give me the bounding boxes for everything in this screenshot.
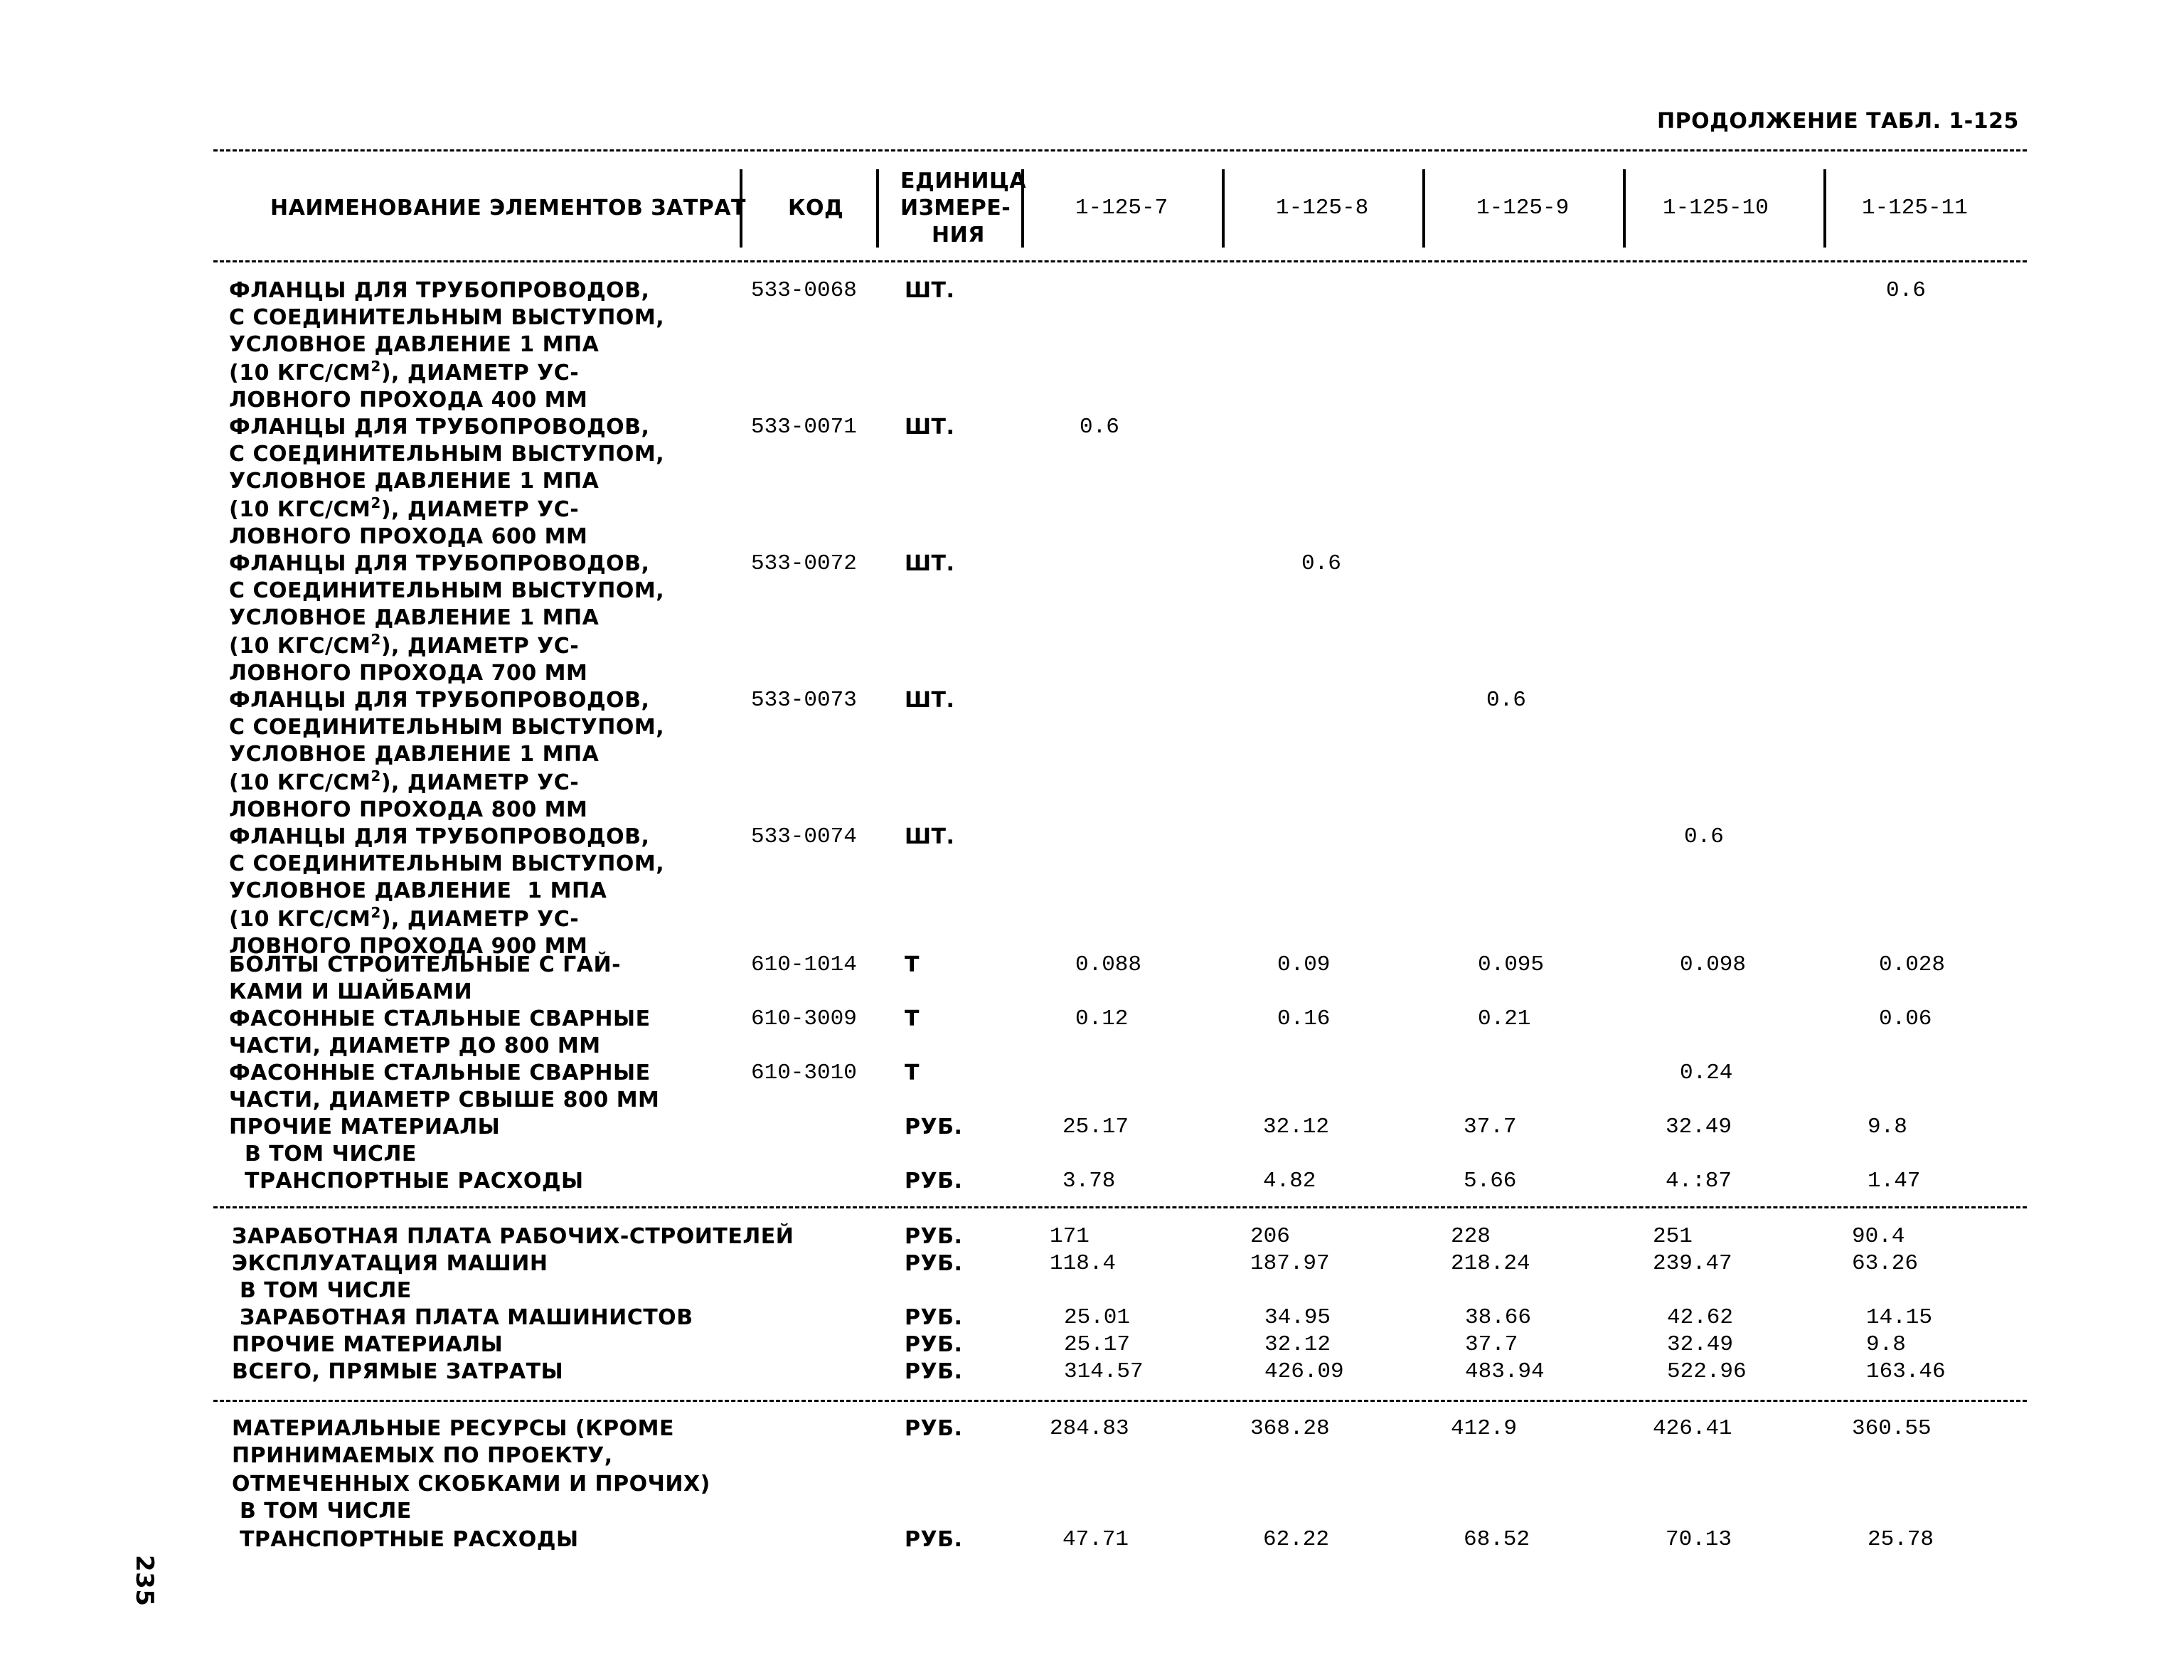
header-top-rule [213, 149, 2027, 151]
item-value: 0.6 [1486, 688, 1526, 713]
other-materials-label: ПРОЧИЕ МАТЕРИАЛЫ [229, 1115, 501, 1139]
materials-line1: МАТЕРИАЛЬНЫЕ РЕСУРСЫ (КРОМЕ [232, 1416, 674, 1441]
header-bottom-rule [213, 260, 2027, 262]
materials-value: 412.9 [1451, 1416, 1518, 1441]
item-value: 0.088 [1075, 952, 1142, 977]
materials-line4: В ТОМ ЧИСЛЕ [232, 1499, 412, 1524]
header-code: КОД [788, 196, 844, 220]
other-materials-value: 32.49 [1666, 1115, 1732, 1139]
item-value: 0.6 [1301, 551, 1341, 576]
materials-value: 360.55 [1852, 1416, 1932, 1441]
item-code: 533-0073 [751, 688, 857, 713]
other-materials-unit: РУБ. [905, 1115, 963, 1139]
header-separator [1623, 169, 1626, 248]
item-line-part: ), ДИАМЕТР УС- [380, 361, 580, 386]
summary-label: ЗАРАБОТНАЯ ПЛАТА МАШИНИСТОВ [232, 1305, 693, 1330]
summary-value: 90.4 [1852, 1224, 1905, 1249]
summary-value: 314.57 [1064, 1359, 1144, 1384]
superscript: 2 [371, 631, 381, 648]
materials-line3: ОТМЕЧЕННЫХ СКОБКАМИ И ПРОЧИХ) [232, 1472, 710, 1496]
summary-unit: РУБ. [905, 1224, 963, 1249]
item-line: УСЛОВНОЕ ДАВЛЕНИЕ 1 МПА [229, 469, 600, 494]
materials-transport-value: 25.78 [1868, 1527, 1934, 1552]
item-line [229, 496, 579, 523]
header-col-1: 1-125-7 [1075, 196, 1168, 220]
other-materials-value: 9.8 [1868, 1115, 1907, 1139]
item-line: УСЛОВНОЕ ДАВЛЕНИЕ 1 МПА [229, 605, 600, 630]
superscript: 2 [371, 904, 381, 921]
item-code: 533-0074 [751, 824, 857, 849]
item-line: ФЛАНЦЫ ДЛЯ ТРУБОПРОВОДОВ, [229, 688, 650, 713]
item-line-part: ), ДИАМЕТР УС- [380, 907, 580, 932]
materials-value: 368.28 [1250, 1416, 1330, 1441]
materials-value: 284.83 [1050, 1416, 1129, 1441]
item-value: 0.09 [1277, 952, 1331, 977]
item-unit: ШТ. [905, 278, 955, 303]
section-rule [213, 1400, 2027, 1402]
item-line: ФАСОННЫЕ СТАЛЬНЫЕ СВАРНЫЕ [229, 1006, 651, 1031]
other-materials-value: 37.7 [1464, 1115, 1517, 1139]
materials-transport-unit: РУБ. [905, 1527, 963, 1552]
item-line: С СОЕДИНИТЕЛЬНЫМ ВЫСТУПОМ, [229, 578, 665, 603]
item-line-part: (10 КГС/СМ [229, 361, 371, 386]
summary-label: ЗАРАБОТНАЯ ПЛАТА РАБОЧИХ-СТРОИТЕЛЕЙ [232, 1224, 794, 1249]
item-code: 533-0071 [751, 415, 857, 440]
page-number: 235 [130, 1555, 159, 1607]
item-unit: ШТ. [905, 688, 955, 713]
item-value: 0.06 [1879, 1006, 1932, 1031]
header-col-2: 1-125-8 [1276, 196, 1369, 220]
item-line: ФЛАНЦЫ ДЛЯ ТРУБОПРОВОДОВ, [229, 551, 650, 576]
item-line: С СОЕДИНИТЕЛЬНЫМ ВЫСТУПОМ, [229, 305, 665, 330]
item-line: ФЛАНЦЫ ДЛЯ ТРУБОПРОВОДОВ, [229, 824, 650, 849]
item-value: 0.028 [1879, 952, 1946, 977]
header-col-5: 1-125-11 [1862, 196, 1968, 220]
item-line: УСЛОВНОЕ ДАВЛЕНИЕ 1 МПА [229, 332, 600, 357]
item-unit: Т [905, 1006, 920, 1031]
summary-label: ВСЕГО, ПРЯМЫЕ ЗАТРАТЫ [232, 1359, 564, 1384]
summary-value: 206 [1250, 1224, 1290, 1249]
item-line: УСЛОВНОЕ ДАВЛЕНИЕ 1 МПА [229, 742, 600, 767]
item-value: 0.16 [1277, 1006, 1331, 1031]
transport-value: 4.:87 [1666, 1169, 1732, 1193]
item-line: ФЛАНЦЫ ДЛЯ ТРУБОПРОВОДОВ, [229, 415, 650, 440]
item-line: ЧАСТИ, ДИАМЕТР ДО 800 ММ [229, 1033, 601, 1058]
item-unit: Т [905, 952, 920, 977]
materials-unit: РУБ. [905, 1416, 963, 1441]
item-value: 0.6 [1684, 824, 1724, 849]
summary-unit: РУБ. [905, 1251, 963, 1276]
item-line: ЛОВНОГО ПРОХОДА 700 ММ [229, 661, 588, 686]
item-code: 533-0072 [751, 551, 857, 576]
item-line [229, 767, 580, 797]
item-line: С СОЕДИНИТЕЛЬНЫМ ВЫСТУПОМ, [229, 851, 665, 876]
summary-value: 522.96 [1667, 1359, 1747, 1384]
item-line: ЛОВНОГО ПРОХОДА 400 ММ [229, 388, 588, 413]
other-materials-value: 25.17 [1062, 1115, 1129, 1139]
item-value: 0.12 [1075, 1006, 1129, 1031]
item-value: 0.21 [1478, 1006, 1531, 1031]
materials-value: 426.41 [1653, 1416, 1732, 1441]
item-line [229, 633, 579, 660]
header-separator [1823, 169, 1826, 248]
header-separator [1222, 169, 1225, 248]
summary-value: 171 [1050, 1224, 1090, 1249]
item-unit: ШТ. [905, 551, 955, 576]
item-code: 533-0068 [751, 278, 857, 303]
summary-value: 63.26 [1852, 1251, 1919, 1276]
summary-value: 32.12 [1264, 1332, 1331, 1357]
transport-value: 5.66 [1464, 1169, 1517, 1193]
item-value: 0.6 [1080, 415, 1119, 440]
item-code: 610-3009 [751, 1006, 857, 1031]
summary-value: 38.66 [1465, 1305, 1532, 1330]
header-separator [1422, 169, 1425, 248]
item-code: 610-1014 [751, 952, 857, 977]
materials-transport-value: 47.71 [1062, 1527, 1129, 1552]
superscript: 2 [371, 494, 381, 511]
summary-value: 483.94 [1465, 1359, 1545, 1384]
section-rule [213, 1206, 2027, 1208]
item-line: ЛОВНОГО ПРОХОДА 900 ММ [229, 934, 588, 959]
transport-value: 1.47 [1868, 1169, 1921, 1193]
summary-value: 34.95 [1264, 1305, 1331, 1330]
item-value: 0.24 [1680, 1060, 1733, 1085]
other-materials-sub: В ТОМ ЧИСЛЕ [245, 1142, 417, 1166]
item-line: БОЛТЫ СТРОИТЕЛЬНЫЕ С ГАЙ- [229, 952, 622, 977]
item-line [229, 360, 579, 387]
item-value: 0.098 [1680, 952, 1747, 977]
materials-transport-value: 68.52 [1464, 1527, 1530, 1552]
transport-value: 3.78 [1062, 1169, 1116, 1193]
summary-label: ПРОЧИЕ МАТЕРИАЛЫ [232, 1332, 504, 1357]
materials-transport-value: 62.22 [1263, 1527, 1330, 1552]
summary-value: 25.17 [1064, 1332, 1131, 1357]
summary-value: 187.97 [1250, 1251, 1330, 1276]
summary-value: 25.01 [1064, 1305, 1131, 1330]
summary-value: 163.46 [1866, 1359, 1946, 1384]
transport-unit: РУБ. [905, 1169, 963, 1193]
summary-value: 218.24 [1451, 1251, 1530, 1276]
item-line [229, 906, 579, 933]
header-separator [876, 169, 879, 248]
item-line: ФАСОННЫЕ СТАЛЬНЫЕ СВАРНЫЕ [229, 1060, 651, 1085]
item-unit: ШТ. [905, 824, 955, 849]
header-unit-line3: НИЯ [932, 223, 985, 248]
summary-value: 426.09 [1264, 1359, 1344, 1384]
header-unit-line2: ИЗМЕРЕ- [900, 196, 1011, 220]
summary-value: 42.62 [1667, 1305, 1734, 1330]
transport-value: 4.82 [1263, 1169, 1316, 1193]
item-line: ЛОВНОГО ПРОХОДА 600 ММ [229, 524, 588, 549]
header-unit-line1: ЕДИНИЦА [900, 169, 1027, 193]
item-line: ФЛАНЦЫ ДЛЯ ТРУБОПРОВОДОВ, [229, 278, 650, 303]
summary-value: 32.49 [1667, 1332, 1734, 1357]
item-line-part: (10 КГС/СМ [229, 907, 371, 932]
transport-label: ТРАНСПОРТНЫЕ РАСХОДЫ [245, 1169, 584, 1193]
summary-value: 239.47 [1653, 1251, 1732, 1276]
item-line: С СОЕДИНИТЕЛЬНЫМ ВЫСТУПОМ, [229, 715, 665, 740]
item-line: ЧАСТИ, ДИАМЕТР СВЫШЕ 800 ММ [229, 1088, 660, 1112]
summary-unit: РУБ. [905, 1305, 963, 1330]
item-unit: ШТ. [905, 415, 955, 440]
item-line-part: (10 КГС/СМ [229, 497, 371, 522]
item-value: 0.6 [1886, 278, 1926, 303]
materials-transport-label: ТРАНСПОРТНЫЕ РАСХОДЫ [232, 1527, 579, 1552]
item-line-part: ), ДИАМЕТР УС- [380, 634, 580, 659]
header-col-3: 1-125-9 [1476, 196, 1570, 220]
summary-label: ЭКСПЛУАТАЦИЯ МАШИН [232, 1251, 548, 1276]
materials-transport-value: 70.13 [1666, 1527, 1732, 1552]
item-line-part: (10 КГС/СМ [229, 770, 371, 795]
item-line-part: ), ДИАМЕТР УС- [380, 770, 580, 795]
materials-line2: ПРИНИМАЕМЫХ ПО ПРОЕКТУ, [232, 1443, 613, 1468]
item-code: 610-3010 [751, 1060, 857, 1085]
continuation-title: ПРОДОЛЖЕНИЕ ТАБЛ. 1-125 [1657, 109, 2019, 134]
summary-value: 251 [1653, 1224, 1693, 1249]
item-unit: Т [905, 1060, 920, 1085]
item-line: ЛОВНОГО ПРОХОДА 800 ММ [229, 797, 588, 822]
superscript: 2 [371, 358, 381, 375]
header-col-4: 1-125-10 [1663, 196, 1769, 220]
item-line: КАМИ И ШАЙБАМИ [229, 979, 473, 1004]
summary-value: 228 [1451, 1224, 1491, 1249]
summary-value: 37.7 [1465, 1332, 1518, 1357]
summary-value: 118.4 [1050, 1251, 1117, 1276]
other-materials-value: 32.12 [1263, 1115, 1330, 1139]
summary-value: 9.8 [1866, 1332, 1906, 1357]
summary-label: В ТОМ ЧИСЛЕ [232, 1278, 412, 1303]
item-value: 0.095 [1478, 952, 1545, 977]
summary-unit: РУБ. [905, 1332, 963, 1357]
item-line: УСЛОВНОЕ ДАВЛЕНИЕ 1 МПА [229, 878, 607, 903]
summary-value: 14.15 [1866, 1305, 1933, 1330]
superscript: 2 [371, 767, 381, 785]
summary-unit: РУБ. [905, 1359, 963, 1384]
header-name: НАИМЕНОВАНИЕ ЭЛЕМЕНТОВ ЗАТРАТ [270, 196, 746, 220]
item-line-part: ), ДИАМЕТР УС- [380, 497, 580, 522]
item-line-part: (10 КГС/СМ [229, 634, 371, 659]
item-line: С СОЕДИНИТЕЛЬНЫМ ВЫСТУПОМ, [229, 442, 665, 467]
